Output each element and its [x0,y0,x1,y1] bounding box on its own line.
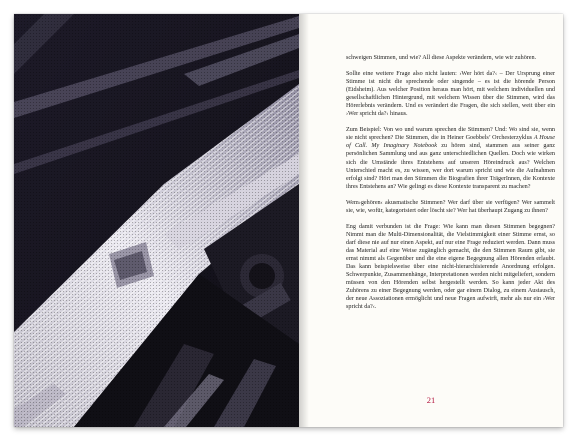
paragraph-3-after: zu hören sind, stammen aus seiner ganz persönlichen Sammlung und aus ganz unterschiedlichen Quellen. Doch wie wirken sich die Umstände ihres Entstehens auf unseren Höreindruck aus? Welchen Unterschied macht es, zu wissen, wer dort warum spricht und wie die Aufnahmen erfolgt sind? Hört man den Stimmen die Biografien ihrer TrägerInnen, die Kontexte ihres Entstehens an? Wie gelingt es diese Kontexte transparent zu machen? [346,143,555,190]
page-number: 21 [426,395,436,405]
paragraph-3 [346,126,555,190]
book-spread [14,14,563,427]
paragraph-4: Wem›gehören‹ akusmatische Stimmen? Wer darf über sie verfügen? Wer sammelt sie, wie, wofür, kategorisiert oder löscht sie? Wer hat überhaupt Zugang zu ihnen? [346,199,555,214]
abstract-architecture-photo-icon [14,14,299,427]
paragraph-5: Eng damit verbunden ist die Frage: Wie kann man diesen Stimmen begegnen? Nimmt man die Multi-Dimensionalität, die Vielstimmigkeit einer Stimme ernst, so darf diese nie auf nur einen Aspekt, auf nur eine Frage reduziert werden. Dann muss das Material auf eine Weise zugänglich gemacht, die den Stimmen Raum gibt, sie ernst nimmt als Gegenüber und die eine eigene Begegnung allen Hörenden erlaubt. Das kann beispielsweise über eine nicht-hierarchisierende Anordnung erfolgen. Schwerpunkte, Zusammenhänge, Interpretationen werden nicht mitgeliefert, sondern müssen von den Hörenden selbst hergestellt werden. So kann jeder Akt des Zuhörens zu einer Begegnung werden, oder gar einem Dialog, zu einem Austausch, der neue Assoziationen ermöglicht und neue Fragen aufwirft, mehr als nur ein ›Wer spricht da?‹. [346,223,555,311]
body-text-column [346,54,555,319]
left-page-photo [14,14,299,427]
paragraph-3-before: Zum Beispiel: Von wo und warum sprechen die Stimmen? Und: Wo sind sie, wenn sie nicht sprechen? Die Stimmen, die in Heiner Goebbels’ Orchesterzyklus [346,127,555,142]
right-page [299,14,563,427]
paragraph-1: schweigen Stimmen, und wie? All diese Aspekte verändern, wie wir zuhören. [346,55,537,61]
work-title: A House of Call. My Imaginary Notebook [346,135,555,150]
paragraph-2: Sollte eine weitere Frage also nicht lauten: ›Wer hört da?‹ – Der Ursprung einer Stimme ist nicht die sprechende oder singende – es ist die hörende Person (Eidsheim). Aus welcher Position heraus man hört, mit welchem individuellen und gesellschaftlichen Hintergrund, mit welchem Wissen über die Stimmen, wird das Hörerlebnis verändern. Und es verändert die Fragen, die sich stellen, weit über ein ›Wer spricht da?‹ hinaus. [346,71,555,118]
